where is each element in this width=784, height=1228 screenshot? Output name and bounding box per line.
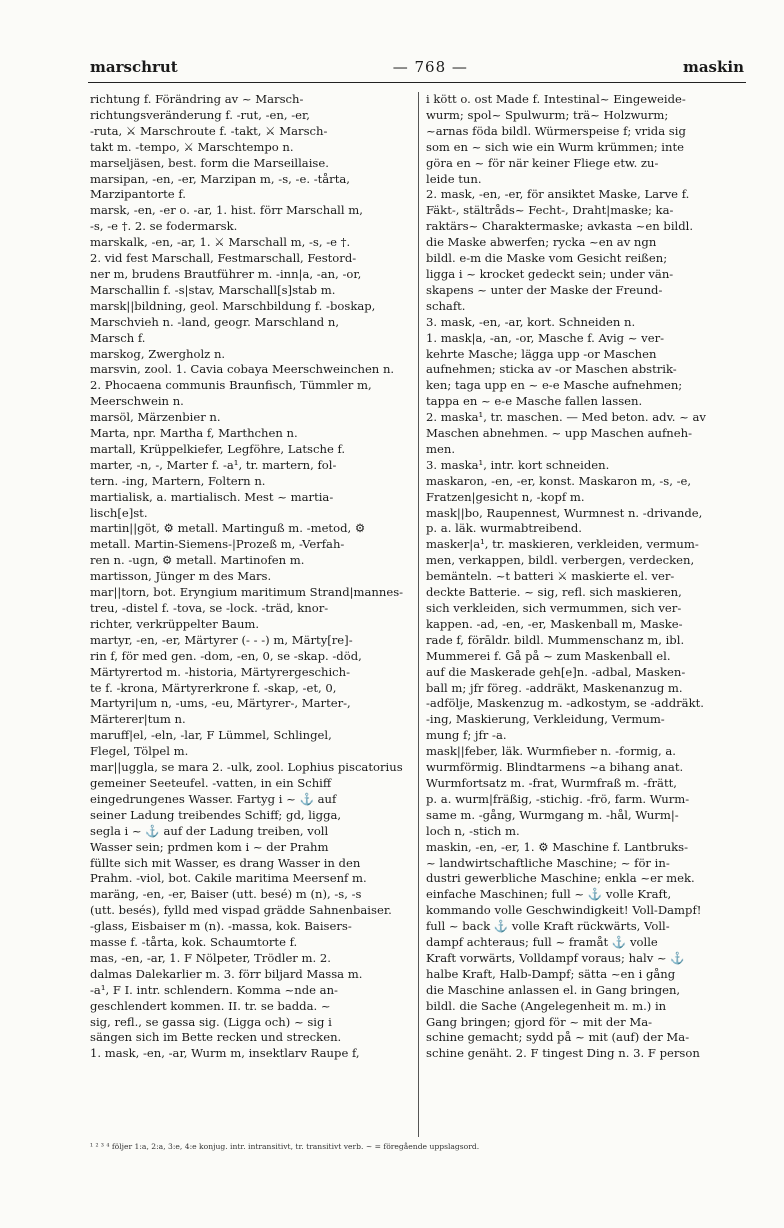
- entry-line: p. a. läk. wurmabtreibend.: [426, 521, 582, 536]
- entry-line: Marschvieh n. -land, geogr. Marschland n,: [90, 314, 340, 329]
- entry-line: 3. mask, -en, -ar, kort. Schneiden n.: [426, 314, 636, 329]
- entry-line: Maschen abnehmen. ~ upp Maschen aufneh-: [426, 426, 693, 441]
- header-rule: [88, 82, 746, 83]
- entry-line: p. a. wurm|fräßig, -stichig. -frö, farm. Wurm-: [426, 791, 690, 806]
- entry-line: eingedrungenes Wasser. Fartyg i ~ ⚓ auf: [90, 791, 337, 806]
- entry-line: Marta, npr. Martha f, Marthchen n.: [90, 426, 298, 441]
- entry-line: masker|a¹, tr. maskieren, verkleiden, vermum-: [426, 537, 699, 552]
- entry-line: marter, -n, -, Marter f. -a¹, tr. martern, fol-: [90, 457, 337, 472]
- entry-line: tappa en ~ e-e Masche fallen lassen.: [426, 394, 643, 409]
- entry-line: 3. maska¹, intr. kort schneiden.: [426, 457, 610, 472]
- entry-line: 2. mask, -en, -er, för ansiktet Maske, Larve f.: [426, 187, 690, 202]
- entry-line: Gang bringen; gjord för ~ mit der Ma-: [426, 1014, 653, 1029]
- entry-line: kehrte Masche; lägga upp -or Maschen: [426, 346, 657, 361]
- entry-line: marsöl, Märzenbier n.: [90, 410, 221, 425]
- entry-line: marsk||bildning, geol. Marschbildung f. -boskap,: [90, 298, 376, 313]
- entry-line: marseljäsen, best. form die Marseillaise.: [90, 155, 329, 170]
- entry-line: marskalk, -en, -ar, 1. ⚔ Marschall m, -s, -e †.: [90, 235, 351, 250]
- entry-line: schaft.: [426, 298, 466, 313]
- entry-line: Fäkt-, stältråds~ Fecht-, Draht|maske; ka-: [426, 203, 674, 218]
- entry-line: i kött o. ost Made f. Intestinal~ Eingeweide-: [426, 92, 686, 106]
- entry-line: ball m; jfr föreg. -addräkt, Maskenanzug m.: [426, 680, 683, 695]
- entry-line: mar||uggla, se mara 2. -ulk, zool. Lophius piscatorius: [90, 760, 403, 775]
- entry-line: martall, Krüppelkiefer, Legföhre, Latsche f.: [90, 441, 346, 456]
- entry-line: ner m, brudens Brautführer m. -inn|a, -an, -or,: [90, 266, 362, 281]
- entry-line: martisson, Jünger m des Mars.: [90, 569, 272, 584]
- entry-line: lisch[e]st.: [90, 505, 148, 520]
- entry-line: dustri gewerbliche Maschine; enkla ~er mek.: [426, 871, 695, 886]
- entry-line: marsvin, zool. 1. Cavia cobaya Meerschweinchen n.: [90, 362, 395, 377]
- entry-line: göra en ~ för när keiner Fliege etw. zu-: [426, 155, 659, 170]
- entry-line: ligga i ~ krocket gedeckt sein; under vän-: [426, 266, 674, 281]
- entry-line: richtungsveränderung f. -rut, -en, -er,: [90, 107, 310, 122]
- entry-line: Märterer|tum n.: [90, 712, 186, 727]
- entry-line: seiner Ladung treibendes Schiff; gd, ligga,: [90, 807, 342, 822]
- entry-line: aufnehmen; sticka av -or Maschen abstrik-: [426, 362, 677, 377]
- entry-line: sängen sich im Bette recken und strecken.: [90, 1030, 342, 1045]
- entry-line: gemeiner Seeteufel. -vatten, in ein Schiff: [90, 775, 332, 790]
- entry-line: Wurmfortsatz m. -frat, Wurmfraß m. -frätt,: [426, 775, 677, 790]
- entry-line: kappen. -ad, -en, -er, Maskenball m, Maske-: [426, 616, 683, 631]
- entry-line: ken; taga upp en ~ e-e Masche aufnehmen;: [426, 378, 683, 393]
- entry-line: ren n. -ugn, ⚙ metall. Martinofen m.: [90, 553, 305, 568]
- entry-line: loch n, -stich m.: [426, 823, 520, 838]
- entry-line: richtung f. Förändring av ~ Marsch-: [90, 92, 304, 106]
- column-divider: [418, 92, 419, 1137]
- footnote: ¹ ² ³ ⁴ följer 1:a, 2:a, 3:e, 4:e konjug. intr. intransitivt, tr. transitivt verb. ~ = föregående uppslagsord.: [90, 1142, 480, 1151]
- entry-line: martialisk, a. martialisch. Mest ~ martia-: [90, 489, 334, 504]
- entry-line: men.: [426, 441, 456, 456]
- entry-line: marsk, -en, -er o. -ar, 1. hist. förr Marschall m,: [90, 203, 363, 218]
- entry-line: martyr, -en, -er, Märtyrer (- - -) m, Märty[re]-: [90, 632, 353, 647]
- entry-line: wurm; spol~ Spulwurm; trä~ Holzwurm;: [426, 107, 669, 122]
- entry-line: deckte Batterie. ~ sig, refl. sich maskieren,: [426, 585, 682, 600]
- entry-line: -s, -e †. 2. se fodermarsk.: [90, 219, 238, 234]
- entry-line: füllte sich mit Wasser, es drang Wasser in den: [90, 855, 361, 870]
- entry-line: Meerschwein n.: [90, 394, 184, 409]
- entry-line: rin f, för med gen. -dom, -en, 0, se -skap. -död,: [90, 648, 362, 663]
- entry-line: masse f. -tårta, kok. Schaumtorte f.: [90, 935, 298, 950]
- entry-line: sich verkleiden, sich vermummen, sich ver-: [426, 601, 682, 615]
- entry-line: Marsch f.: [90, 330, 146, 345]
- entry-line: die Maschine anlassen el. in Gang bringen,: [426, 982, 681, 997]
- entry-line: marskog, Zwergholz n.: [90, 346, 226, 361]
- entry-line: geschlendert kommen. II. tr. se badda. ~: [90, 998, 331, 1013]
- entry-line: maskin, -en, -er, 1. ⚙ Maschine f. Lantbruks-: [426, 839, 689, 854]
- entry-line: schine gemacht; sydd på ~ mit (auf) der Ma-: [426, 1030, 690, 1045]
- entry-line: Kraft vorwärts, Volldampf voraus; halv ~ ⚓: [426, 950, 685, 965]
- entry-line: dalmas Dalekarlier m. 3. förr biljard Massa m.: [90, 966, 363, 981]
- entry-line: Marschallin f. -s|stav, Marschall[s]stab m.: [90, 282, 336, 297]
- page-number: — 768 —: [392, 58, 468, 76]
- entry-line: ~ landwirtschaftliche Maschine; ~ för in-: [426, 855, 670, 870]
- entry-line: Flegel, Tölpel m.: [90, 744, 189, 759]
- entry-line: leide tun.: [426, 171, 482, 186]
- entry-line: kommando volle Geschwindigkeit! Voll-Dampf!: [426, 903, 702, 918]
- entry-line: bildl. e-m die Maske vom Gesicht reißen;: [426, 251, 668, 266]
- entry-line: Prahm. -viol, bot. Cakile maritima Meersenf m.: [90, 871, 367, 886]
- entry-line: die Maske abwerfen; rycka ~en av ngn: [426, 235, 657, 250]
- entry-line: ~arnas föda bildl. Würmerspeise f; vrida sig: [426, 123, 686, 138]
- entry-line: treu, -distel f. -tova, se -lock. -träd, knor-: [90, 601, 329, 615]
- entry-line: einfache Maschinen; full ~ ⚓ volle Kraft,: [426, 887, 672, 902]
- entry-line: schine genäht. 2. F tingest Ding n. 3. F person: [426, 1046, 700, 1061]
- entry-line: martin||göt, ⚙ metall. Martinguß m. -metod, ⚙: [90, 521, 366, 536]
- entry-line: mas, -en, -ar, 1. F Nölpeter, Trödler m. 2.: [90, 950, 331, 965]
- entry-line: tern. -ing, Martern, Foltern n.: [90, 473, 266, 488]
- entry-line: wurmförmig. Blindtarmens ~a bihang anat.: [426, 760, 684, 775]
- entry-line: raktärs~ Charaktermaske; avkasta ~en bildl.: [426, 219, 694, 234]
- entry-line: segla i ~ ⚓ auf der Ladung treiben, voll: [90, 823, 329, 838]
- entry-line: skapens ~ unter der Maske der Freund-: [426, 282, 663, 297]
- entry-line: mung f; jfr -a.: [426, 728, 507, 743]
- entry-line: metall. Martin-Siemens-|Prozeß m, -Verfah-: [90, 537, 345, 552]
- entry-line: halbe Kraft, Halb-Dampf; sätta ~en i gång: [426, 966, 676, 981]
- entry-line: maruff|el, -eln, -lar, F Lümmel, Schlingel,: [90, 728, 332, 743]
- entry-line: full ~ back ⚓ volle Kraft rückwärts, Voll-: [426, 919, 670, 934]
- entry-line: Märtyrertod m. -historia, Märtyrergeschich-: [90, 664, 351, 679]
- entry-line: auf die Maskerade geh[e]n. -adbal, Masken-: [426, 664, 686, 679]
- entry-line: dampf achteraus; full ~ framåt ⚓ volle: [426, 935, 658, 950]
- entry-line: bildl. die Sache (Angelegenheit m. m.) in: [426, 998, 667, 1013]
- entry-line: 2. maska¹, tr. maschen. — Med beton. adv. ~ av: [426, 410, 706, 425]
- entry-line: sig, refl., se gassa sig. (Ligga och) ~ sig i: [90, 1014, 332, 1029]
- entry-line: Fratzen|gesicht n, -kopf m.: [426, 489, 585, 504]
- entry-line: mask||feber, läk. Wurmfieber n. -formig, a.: [426, 744, 676, 759]
- entry-line: men, verkappen, bildl. verbergen, verdecken,: [426, 553, 695, 568]
- entry-line: (utt. besés), fylld med vispad grädde Sahnenbaiser.: [90, 903, 392, 918]
- entry-line: 1. mask, -en, -ar, Wurm m, insektlarv Raupe f,: [90, 1046, 360, 1061]
- entry-line: Marzipantorte f.: [90, 187, 186, 202]
- entry-line: maräng, -en, -er, Baiser (utt. besé) m (n), -s, -s: [90, 887, 362, 902]
- entry-line: same m. -gång, Wurmgang m. -hål, Wurm|-: [426, 807, 679, 822]
- entry-line: Mummerei f. Gå på ~ zum Maskenball el.: [426, 648, 671, 663]
- entry-line: Wasser sein; prdmen kom i ~ der Prahm: [90, 839, 329, 854]
- entry-line: mask||bo, Raupennest, Wurmnest n. -drivande,: [426, 505, 703, 520]
- entry-line: -adfölje, Maskenzug m. -adkostym, se -addräkt.: [426, 696, 704, 711]
- entry-line: bemänteln. ~t batteri ⚔ maskierte el. ver-: [426, 569, 675, 584]
- right-column: [426, 92, 748, 1062]
- entry-line: mar||torn, bot. Eryngium maritimum Strand|mannes-: [90, 585, 404, 600]
- entry-line: takt m. -tempo, ⚔ Marschtempo n.: [90, 139, 294, 154]
- entry-line: 1. mask|a, -an, -or, Masche f. Avig ~ ver-: [426, 330, 665, 345]
- page-header: [90, 58, 744, 82]
- entry-line: -glass, Eisbaiser m (n). -massa, kok. Baisers-: [90, 919, 352, 934]
- entry-line: marsipan, -en, -er, Marzipan m, -s, -e. -tårta,: [90, 171, 350, 186]
- entry-line: -ruta, ⚔ Marschroute f. -takt, ⚔ Marsch-: [90, 123, 328, 138]
- entry-line: -a¹, F I. intr. schlendern. Komma ~nde an-: [90, 982, 338, 997]
- entry-line: richter, verkrüppelter Baum.: [90, 616, 260, 631]
- entry-line: rade f, förāldr. bildl. Mummenschanz m, ibl.: [426, 632, 685, 647]
- left-column: [90, 92, 412, 1062]
- entry-line: 2. Phocaena communis Braunfisch, Tümmler m,: [90, 378, 372, 393]
- entry-line: Martyri|um n, -ums, -eu, Märtyrer-, Marter-,: [90, 696, 351, 711]
- header-right-keyword: maskin: [682, 58, 744, 76]
- entry-line: maskaron, -en, -er, konst. Maskaron m, -s, -e,: [426, 473, 692, 488]
- header-left-keyword: marschrut: [90, 58, 178, 76]
- entry-line: 2. vid fest Marschall, Festmarschall, Festord-: [90, 251, 357, 266]
- entry-line: te f. -krona, Märtyrerkrone f. -skap, -et, 0,: [90, 680, 337, 695]
- entry-line: -ing, Maskierung, Verkleidung, Vermum-: [426, 712, 665, 727]
- entry-line: som en ~ sich wie ein Wurm krümmen; inte: [426, 139, 684, 154]
